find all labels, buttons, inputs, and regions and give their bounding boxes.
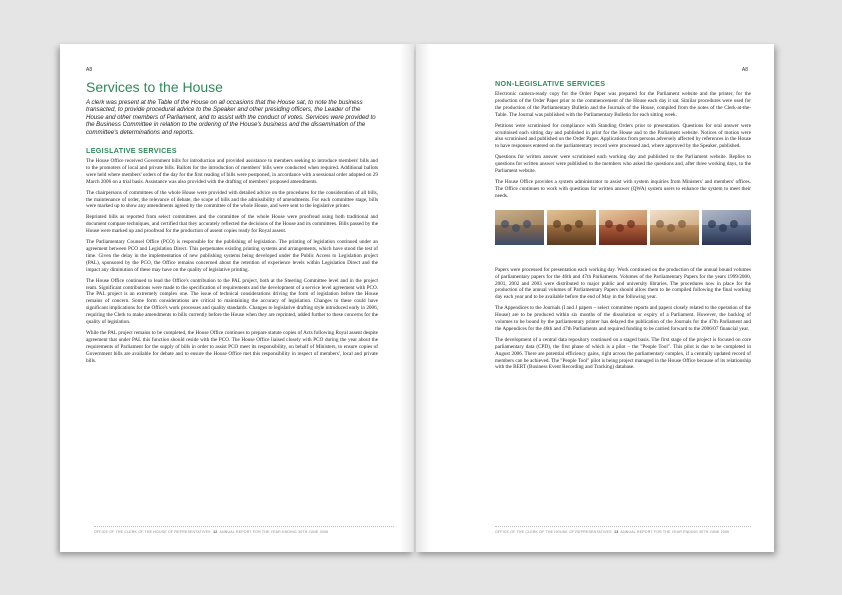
photo-figure xyxy=(730,220,738,228)
right-column xyxy=(495,79,751,375)
footer-org: OFFICE OF THE CLERK OF THE HOUSE OF REPRESENTATIVES xyxy=(495,530,612,534)
body-paragraph: The House Office continued to lead the Office's contribution to the PAL project, both at the Steering Committee level and in the project team. Significant contributions were made to the specification of requirements and the development of a service level agreement with PCO. The PAL project is an extremely complex one. The issue of technical considerations driving the form of legislation before the House remains of concern. Some form considerations are critical to maintaining the accuracy of legislation. Changes to these could have significant implications for the Office's work processes and quality standards. Changes to legislative drafting style introduced early in 2006, requiring the Clerk to make amendments to bills currently before the House when they are reprinted, added further to these concerns for the quality of legislation. xyxy=(86,277,378,326)
photo-figure xyxy=(616,224,624,232)
body-paragraph: While the PAL project remains to be completed, the House Office continues to prepare statute copies of Acts following Royal assent despite agreement that under PAL this function should reside with the PCO. The House Office liaised closely with PCO during the year about the requirements of Parliament for the supply of bills in order to assist PCO meet its responsibility, on behalf of Ministers, to ensure copies of Government bills are available for debate and to ensure the House Office met this responsibility in respect of members', local and private bills. xyxy=(86,329,378,364)
photo-figure xyxy=(627,220,635,228)
spine-shadow-right xyxy=(416,44,430,552)
footer-rule xyxy=(94,526,394,527)
left-page xyxy=(60,44,414,552)
body-paragraph: The Parliamentary Counsel Office (PCO) is responsible for the publishing of legislation. The printing of legislation continued under an agreement between PCO and Legislation Direct. This perpetuates existing printing systems and arrangements, which have stood the test of time. Given the delay in the implementation of new publishing systems being developed under the Public Access to Legislation project (PAL), sponsored by the PCO, the Office remains concerned about the retention of experience levels within Legislation Direct and the impact any diminution of these may have on the quality of legislative printing. xyxy=(86,239,378,273)
body-paragraph: The chairpersons of committees of the whole House were provided with detailed advice on the procedures for the consideration of all bills, the maintenance of order, the relevance of debate, the scope of bills and the admissibility of amendments. For each committee stage, bills were marked up to show any amendments agreed by the committee of the whole House, and were sent to the legislative printer. xyxy=(86,189,378,210)
page-title: Services to the House xyxy=(86,79,223,95)
body-paragraph: Electronic camera-ready copy for the Order Paper was prepared for the Parliament website and the printer, for the production of the Order Paper prior to the commencement of the House each day it sat. Similar procedures were used for the production of the Parliamentary Bulletin and the Journals of the House, compiled from the notes of the Clerk-at-the-Table. The Journal was published with the Parliamentary Bulletin for each sitting week. xyxy=(495,91,751,118)
page-footer xyxy=(94,530,328,534)
photo-5 xyxy=(702,210,751,245)
body-paragraph: The House Office received Government bills for introduction and provided assistance to members seeking to introduce members' bills and to the promoters of local and private bills. Ballots for the introduction of members' bills were conducted when required. Additional ballots were held where members' orders of the day for the first reading of bills were postponed, in accordance with a sessional order adopted on 29 March 2006 on a trial basis. Assistance was also provided with the drafting of members' proposed amendments. xyxy=(86,158,378,185)
body-paragraph: Questions for written answer were scrutinised each working day and published to the Parliament website. Replies to questions for written answer were published to the members who asked the questions and, after three working days, to the Parliament website. xyxy=(495,154,751,175)
footer-page-number: 13 xyxy=(614,530,619,534)
body-paragraph: Petitions were scrutinised for compliance with Standing Orders prior to presentation. Questions for oral answer were scrutinised each sitting day and published in print for the House and to the Parliament website. Notices of motion were also scrutinised and published on the Order Paper. Applications from persons adversely affected by references in the House to have responses entered on the parliamentary record were processed and, where approved by the Speaker, published. xyxy=(495,122,751,150)
footer-rule xyxy=(495,526,751,527)
photo-figure xyxy=(575,220,583,228)
body-paragraph: The development of a central data repository continued on a staged basis. The first stage of the project is focused on core parliamentary data (CPD), the first phase of which is a pilot – the "People Tool". This pilot is due to be completed in August 2006. There are potential efficiency gains, right across the parliamentary complex, if a centrally updated record of members can be achieved. The "People Tool" pilot is being project managed in the House Office because of its relationship with the BERT (Business Event Recording and Tracking) database. xyxy=(495,336,751,371)
page-label: A8 xyxy=(741,67,748,73)
photo-strip xyxy=(495,210,751,245)
body-paragraph: The Appendices to the Journals (I and J papers – select committee reports and papers closely related to the operation of the House) are to be produced within six months of the dissolution or expiry of a Parliament. However, the backlog of volumes to be bound by the parliamentary printer has delayed the publication of the Journals for the 47th Parliament and the Appendices for the 46th and 47th Parliaments and required funding to be carried forward to the 2006/07 financial year. xyxy=(495,305,751,332)
photo-figure xyxy=(564,224,572,232)
footer-report: ANNUAL REPORT FOR THE YEAR ENDING 30TH JUNE 2006 xyxy=(219,530,329,534)
photo-figure xyxy=(512,224,520,232)
page-footer xyxy=(495,530,729,534)
photo-2 xyxy=(547,210,596,245)
footer-page-number: 12 xyxy=(213,530,218,534)
photo-figure xyxy=(523,220,531,228)
photo-4 xyxy=(650,210,699,245)
section-heading-legislative: LEGISLATIVE SERVICES xyxy=(86,146,177,156)
body-paragraph: The House Office provides a system administrator to assist with system inquiries from Ministers' and members' offices. The Office continues to work with questions for written answer (QWA) system users to enhance the system to meet their needs. xyxy=(495,178,751,199)
body-paragraph: Reprinted bills as reported from select committees and the committee of the whole House were proofread using both traditional and document compare techniques, and certified that they accurately reflected the decisions of the House and its committees. Bills passed by the House were marked up and proofread for the production of assent copies ready for Royal assent. xyxy=(86,214,378,235)
right-page xyxy=(416,44,774,552)
spine-shadow-left xyxy=(400,44,414,552)
intro-paragraph: A clerk was present at the Table of the House on all occasions that the House sat, to note the business transacted, to provide procedural advice to the Speaker and other presiding officers, the Leader of the House and other members of Parliament, and to assist with the conduct of votes. Services were provided to the Business Committee in relation to the ordering of the House's business and the dissemination of the committee's determinations and reports. xyxy=(86,99,376,136)
page-label: A8 xyxy=(86,67,93,73)
section-heading-non-legislative: NON-LEGISLATIVE SERVICES xyxy=(495,79,606,88)
photo-3 xyxy=(599,210,648,245)
footer-org: OFFICE OF THE CLERK OF THE HOUSE OF REPRESENTATIVES xyxy=(94,530,211,534)
photo-figure xyxy=(719,224,727,232)
photo-figure xyxy=(708,220,716,228)
footer-report: ANNUAL REPORT FOR THE YEAR ENDING 30TH JUNE 2006 xyxy=(620,530,730,534)
body-paragraph: Papers were processed for presentation each working day. Work continued on the production of the annual bound volumes of parliamentary papers for the 46th and 47th Parliaments. Volumes of the Parliamentary Papers for the years 1999/2000, 2001, 2002 and 2003 were distributed to major public and university libraries. The procedures now in place for the production of the annual volumes of Parliamentary Papers should allow them to be compiled following the final working day each year and to be available before the end of May in the following year. xyxy=(495,266,751,301)
photo-1 xyxy=(495,210,544,245)
photo-figure xyxy=(605,220,613,228)
left-column xyxy=(86,79,378,369)
photo-figure xyxy=(501,220,509,228)
photo-figure xyxy=(553,220,561,228)
